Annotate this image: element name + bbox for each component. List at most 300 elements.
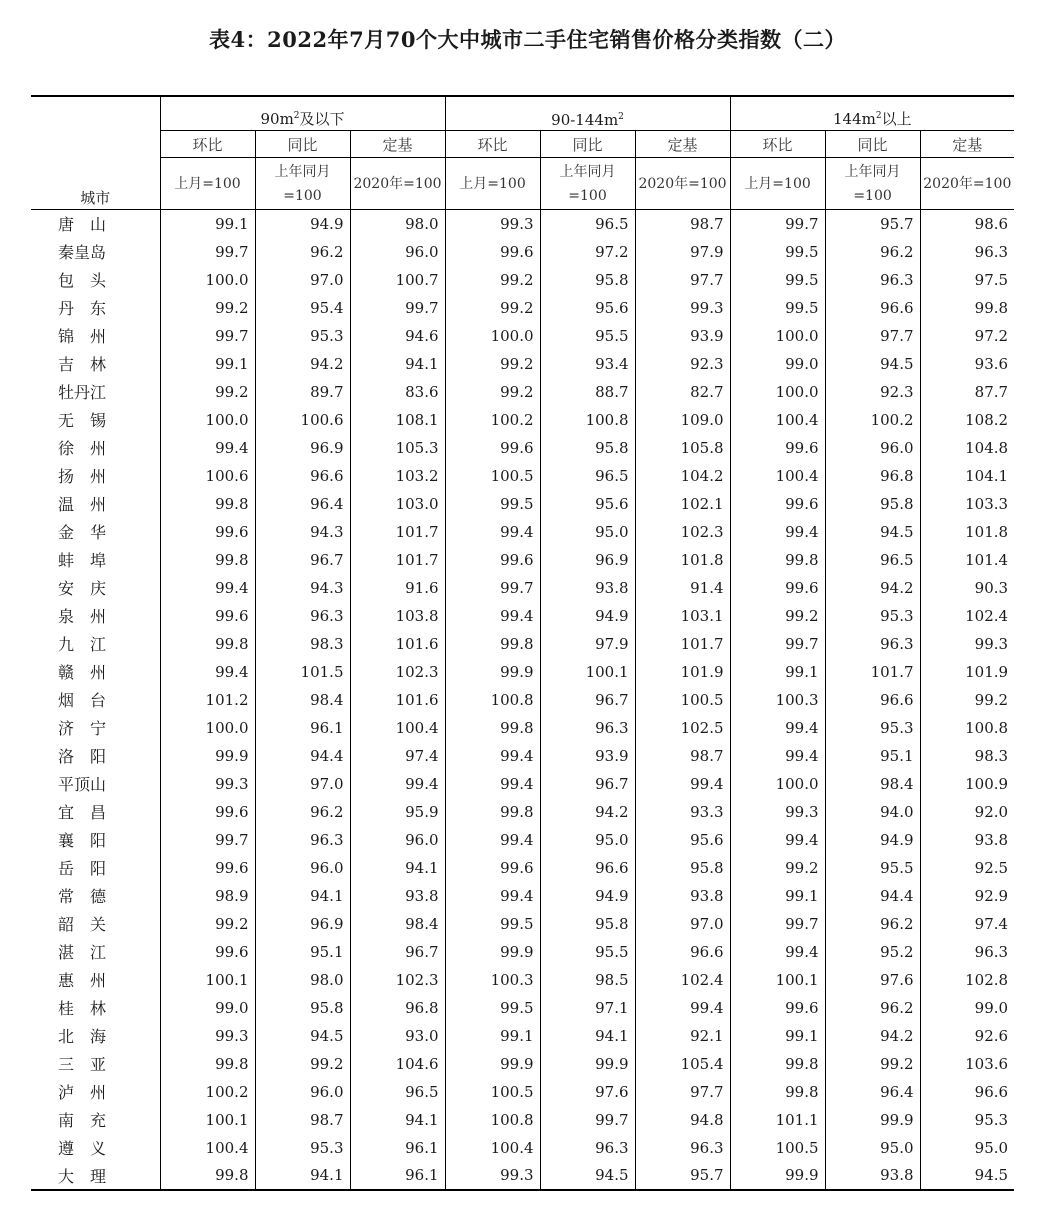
index-value: 102.4: [920, 602, 1014, 630]
index-value: 100.5: [445, 1078, 540, 1106]
index-value: 100.0: [730, 378, 825, 406]
index-value: 96.9: [540, 546, 635, 574]
index-value: 104.6: [350, 1050, 445, 1078]
index-value: 99.8: [445, 798, 540, 826]
index-value: 99.8: [920, 294, 1014, 322]
index-value: 96.6: [920, 1078, 1014, 1106]
index-value: 96.7: [255, 546, 350, 574]
index-value: 103.6: [920, 1050, 1014, 1078]
index-value: 95.0: [540, 826, 635, 854]
table-row: [31, 1162, 1014, 1190]
index-value: 95.8: [825, 490, 920, 518]
index-value: 93.9: [540, 742, 635, 770]
index-value: 100.8: [920, 714, 1014, 742]
index-value: 100.4: [350, 714, 445, 742]
index-value: 95.8: [255, 994, 350, 1022]
city-name: 洛 阳: [58, 747, 107, 766]
index-value: 94.9: [825, 826, 920, 854]
index-value: 100.9: [920, 770, 1014, 798]
group-header-144-above: $144m^2$以上: [730, 96, 1014, 131]
index-value: 102.4: [635, 966, 730, 994]
index-value: 103.1: [635, 602, 730, 630]
index-value: 100.3: [445, 966, 540, 994]
index-value: 95.3: [825, 714, 920, 742]
index-value: 96.6: [255, 462, 350, 490]
index-value: 94.1: [350, 1106, 445, 1134]
index-value: 99.4: [445, 770, 540, 798]
index-value: 99.5: [730, 266, 825, 294]
index-value: 99.8: [160, 546, 255, 574]
city-name: 惠 州: [58, 971, 107, 990]
table-row: [31, 238, 1014, 266]
index-value: 96.6: [825, 294, 920, 322]
index-value: 95.8: [635, 854, 730, 882]
index-value: 94.6: [350, 322, 445, 350]
index-value: 98.7: [635, 210, 730, 238]
table-row: [31, 630, 1014, 658]
index-value: 99.9: [825, 1106, 920, 1134]
index-value: 100.4: [730, 462, 825, 490]
index-value: 93.0: [350, 1022, 445, 1050]
index-value: 99.4: [730, 742, 825, 770]
index-value: 99.6: [445, 434, 540, 462]
index-value: 96.6: [540, 854, 635, 882]
base-label: 2020年=100: [635, 158, 730, 210]
index-value: 97.9: [635, 238, 730, 266]
table-row: [31, 1050, 1014, 1078]
table-row: [31, 266, 1014, 294]
index-value: 94.3: [255, 518, 350, 546]
index-value: 96.2: [825, 910, 920, 938]
index-value: 96.3: [255, 826, 350, 854]
index-value: 101.8: [635, 546, 730, 574]
index-value: 99.4: [635, 994, 730, 1022]
base-label: 2020年=100: [350, 158, 445, 210]
index-value: 99.3: [635, 294, 730, 322]
index-value: 100.1: [540, 658, 635, 686]
table-row: [31, 1106, 1014, 1134]
index-value: 99.6: [160, 602, 255, 630]
index-value: 94.5: [255, 1022, 350, 1050]
index-value: 93.8: [825, 1162, 920, 1190]
city-name: 丹 东: [58, 299, 107, 318]
index-value: 96.7: [540, 770, 635, 798]
index-value: 99.1: [730, 882, 825, 910]
city-name: 平顶山: [58, 775, 107, 794]
index-value: 99.8: [160, 1162, 255, 1190]
city-name: 泸 州: [58, 1083, 107, 1102]
index-value: 100.8: [445, 686, 540, 714]
city-name: 泉 州: [58, 607, 107, 626]
index-value: 99.7: [160, 322, 255, 350]
index-value: 99.2: [920, 686, 1014, 714]
index-value: 99.7: [540, 1106, 635, 1134]
table-row: [31, 518, 1014, 546]
index-value: 92.5: [920, 854, 1014, 882]
index-value: 99.8: [445, 714, 540, 742]
base-label: 2020年=100: [920, 158, 1014, 210]
index-value: 96.3: [635, 1134, 730, 1162]
index-value: 105.3: [350, 434, 445, 462]
index-value: 94.3: [255, 574, 350, 602]
index-value: 99.3: [160, 770, 255, 798]
index-value: 95.3: [255, 1134, 350, 1162]
index-value: 96.3: [920, 238, 1014, 266]
col-header-yoy: 同比: [255, 131, 350, 158]
index-value: 94.1: [350, 854, 445, 882]
index-value: 99.4: [160, 658, 255, 686]
index-value: 102.3: [635, 518, 730, 546]
index-value: 94.2: [825, 1022, 920, 1050]
city-name: 九 江: [58, 635, 107, 654]
base-label: 上月=100: [445, 158, 540, 210]
index-value: 94.9: [255, 210, 350, 238]
index-value: 95.3: [255, 322, 350, 350]
index-value: 100.2: [825, 406, 920, 434]
index-value: 94.2: [255, 350, 350, 378]
index-value: 96.4: [255, 490, 350, 518]
city-name: 济 宁: [58, 719, 107, 738]
index-value: 99.3: [160, 1022, 255, 1050]
index-value: 96.7: [540, 686, 635, 714]
index-value: 99.2: [160, 910, 255, 938]
table-row: [31, 574, 1014, 602]
index-value: 99.4: [445, 742, 540, 770]
index-value: 97.0: [255, 266, 350, 294]
index-value: 99.4: [350, 770, 445, 798]
index-value: 99.6: [160, 518, 255, 546]
index-value: 100.6: [160, 462, 255, 490]
city-name: 宜 昌: [58, 803, 107, 822]
table-row: [31, 714, 1014, 742]
table-row: [31, 434, 1014, 462]
index-value: 99.2: [445, 294, 540, 322]
index-value: 97.2: [920, 322, 1014, 350]
index-value: 96.6: [825, 686, 920, 714]
index-value: 93.8: [635, 882, 730, 910]
index-value: 103.3: [920, 490, 1014, 518]
index-value: 82.7: [635, 378, 730, 406]
index-value: 100.1: [160, 966, 255, 994]
index-value: 99.7: [730, 210, 825, 238]
index-value: 99.4: [445, 882, 540, 910]
index-value: 95.1: [255, 938, 350, 966]
col-header-fixed-base: 定基: [920, 131, 1014, 158]
index-value: 94.5: [825, 350, 920, 378]
index-value: 99.2: [825, 1050, 920, 1078]
index-value: 94.1: [255, 1162, 350, 1190]
index-value: 83.6: [350, 378, 445, 406]
index-value: 99.5: [445, 910, 540, 938]
index-value: 94.5: [825, 518, 920, 546]
index-value: 94.5: [540, 1162, 635, 1190]
index-value: 100.1: [730, 966, 825, 994]
city-name: 秦皇岛: [58, 243, 107, 262]
index-value: 99.8: [730, 1078, 825, 1106]
index-value: 96.4: [825, 1078, 920, 1106]
city-name: 三 亚: [58, 1055, 107, 1074]
index-value: 91.4: [635, 574, 730, 602]
index-value: 97.7: [825, 322, 920, 350]
index-value: 98.6: [920, 210, 1014, 238]
group-header-90-below: $90m^2$及以下: [160, 96, 445, 131]
index-value: 94.9: [540, 882, 635, 910]
index-value: 96.2: [825, 238, 920, 266]
index-value: 96.8: [825, 462, 920, 490]
index-value: 99.7: [160, 238, 255, 266]
city-name: 无 锡: [58, 411, 107, 430]
index-value: 96.6: [635, 938, 730, 966]
city-name: 唐 山: [58, 215, 107, 235]
index-value: 99.5: [445, 490, 540, 518]
index-value: 100.4: [160, 1134, 255, 1162]
index-value: 99.4: [635, 770, 730, 798]
index-value: 96.9: [255, 434, 350, 462]
col-header-fixed-base: 定基: [350, 131, 445, 158]
table-row: [31, 378, 1014, 406]
index-value: 98.4: [255, 686, 350, 714]
index-value: 99.0: [920, 994, 1014, 1022]
index-value: 98.0: [255, 966, 350, 994]
index-value: 96.5: [350, 1078, 445, 1106]
index-value: 99.3: [445, 1162, 540, 1190]
index-value: 99.8: [730, 546, 825, 574]
table-row: [31, 1134, 1014, 1162]
index-value: 94.1: [540, 1022, 635, 1050]
index-value: 98.5: [540, 966, 635, 994]
index-value: 101.9: [635, 658, 730, 686]
index-value: 99.1: [445, 1022, 540, 1050]
index-value: 89.7: [255, 378, 350, 406]
index-value: 96.5: [540, 210, 635, 238]
index-value: 96.0: [350, 826, 445, 854]
index-value: 100.0: [730, 770, 825, 798]
index-value: 90.3: [920, 574, 1014, 602]
city-name: 遵 义: [58, 1139, 107, 1158]
city-name: 包 头: [58, 271, 107, 290]
index-value: 101.9: [920, 658, 1014, 686]
index-value: 93.8: [540, 574, 635, 602]
index-value: 109.0: [635, 406, 730, 434]
index-value: 96.2: [255, 798, 350, 826]
index-value: 102.3: [350, 658, 445, 686]
col-header-yoy: 同比: [825, 131, 920, 158]
index-value: 93.8: [920, 826, 1014, 854]
index-value: 100.5: [635, 686, 730, 714]
index-value: 99.7: [730, 910, 825, 938]
index-value: 95.8: [540, 910, 635, 938]
base-label: 上年同月=100: [255, 158, 350, 210]
index-value: 104.1: [920, 462, 1014, 490]
col-header-fixed-base: 定基: [635, 131, 730, 158]
index-value: 99.2: [445, 350, 540, 378]
index-value: 97.9: [540, 630, 635, 658]
index-value: 100.6: [255, 406, 350, 434]
index-value: 94.0: [825, 798, 920, 826]
index-value: 96.3: [540, 714, 635, 742]
index-value: 93.6: [920, 350, 1014, 378]
index-value: 99.4: [730, 938, 825, 966]
index-value: 101.1: [730, 1106, 825, 1134]
city-name: 湛 江: [58, 943, 107, 962]
table-row: [31, 210, 1014, 238]
index-value: 98.0: [350, 210, 445, 238]
index-value: 100.8: [445, 1106, 540, 1134]
table-row: [31, 406, 1014, 434]
table-row: [31, 350, 1014, 378]
index-value: 99.8: [445, 630, 540, 658]
index-value: 97.4: [920, 910, 1014, 938]
table-row: [31, 1078, 1014, 1106]
index-value: 99.4: [730, 714, 825, 742]
table-row: [31, 602, 1014, 630]
index-value: 99.9: [445, 658, 540, 686]
index-value: 108.2: [920, 406, 1014, 434]
index-value: 94.5: [920, 1162, 1014, 1190]
index-value: 99.6: [445, 854, 540, 882]
index-value: 93.3: [635, 798, 730, 826]
index-value: 96.0: [825, 434, 920, 462]
index-value: 96.7: [350, 938, 445, 966]
index-value: 95.2: [825, 938, 920, 966]
index-value: 99.2: [160, 294, 255, 322]
index-value: 96.9: [255, 910, 350, 938]
index-value: 102.8: [920, 966, 1014, 994]
index-value: 99.6: [445, 238, 540, 266]
index-value: 96.2: [255, 238, 350, 266]
city-name: 北 海: [58, 1027, 107, 1046]
index-value: 99.6: [730, 490, 825, 518]
city-name: 韶 关: [58, 915, 107, 934]
index-value: 99.7: [160, 826, 255, 854]
table-row: [31, 910, 1014, 938]
index-value: 94.1: [350, 350, 445, 378]
city-name: 徐 州: [58, 439, 107, 458]
table-row: [31, 826, 1014, 854]
city-name: 南 充: [58, 1111, 107, 1130]
index-value: 99.6: [160, 938, 255, 966]
index-value: 102.5: [635, 714, 730, 742]
index-value: 99.6: [160, 854, 255, 882]
index-value: 95.8: [540, 434, 635, 462]
index-value: 99.2: [445, 378, 540, 406]
index-value: 97.5: [920, 266, 1014, 294]
table-row: [31, 294, 1014, 322]
index-value: 99.8: [730, 1050, 825, 1078]
index-value: 104.8: [920, 434, 1014, 462]
index-value: 97.7: [635, 1078, 730, 1106]
index-value: 92.1: [635, 1022, 730, 1050]
index-value: 102.1: [635, 490, 730, 518]
index-value: 94.8: [635, 1106, 730, 1134]
table-title: 表4：2022年7月70个大中城市二手住宅销售价格分类指数（二）: [209, 27, 846, 52]
table-row: [31, 994, 1014, 1022]
table-row: [31, 938, 1014, 966]
index-value: 100.0: [160, 406, 255, 434]
city-name: 桂 林: [58, 999, 107, 1018]
table-row: [31, 1022, 1014, 1050]
index-value: 92.6: [920, 1022, 1014, 1050]
index-value: 99.5: [730, 238, 825, 266]
city-name: 常 德: [58, 887, 107, 906]
base-label: 上月=100: [730, 158, 825, 210]
index-value: 100.5: [730, 1134, 825, 1162]
index-value: 97.0: [635, 910, 730, 938]
index-value: 96.0: [255, 1078, 350, 1106]
index-value: 99.8: [160, 490, 255, 518]
index-value: 99.7: [445, 574, 540, 602]
table-row: [31, 854, 1014, 882]
col-header-mom: 环比: [730, 131, 825, 158]
index-value: 103.0: [350, 490, 445, 518]
index-value: 96.0: [255, 854, 350, 882]
index-value: 103.8: [350, 602, 445, 630]
index-value: 96.3: [255, 602, 350, 630]
index-value: 99.9: [160, 742, 255, 770]
index-value: 99.1: [730, 1022, 825, 1050]
index-value: 96.8: [350, 994, 445, 1022]
index-value: 100.8: [540, 406, 635, 434]
city-name: 金 华: [58, 523, 107, 542]
index-value: 99.5: [445, 994, 540, 1022]
index-value: 94.9: [540, 602, 635, 630]
index-value: 99.0: [160, 994, 255, 1022]
index-value: 99.6: [160, 798, 255, 826]
city-name: 赣 州: [58, 663, 107, 682]
index-value: 95.5: [540, 322, 635, 350]
index-value: 98.4: [825, 770, 920, 798]
index-value: 101.5: [255, 658, 350, 686]
index-value: 99.2: [160, 378, 255, 406]
table-row: [31, 490, 1014, 518]
index-value: 96.3: [825, 266, 920, 294]
index-value: 99.4: [730, 826, 825, 854]
price-index-table: [31, 95, 1014, 1191]
table-body: [31, 210, 1014, 1190]
city-name: 温 州: [58, 495, 107, 514]
index-value: 94.2: [540, 798, 635, 826]
index-value: 97.1: [540, 994, 635, 1022]
base-label: 上年同月=100: [540, 158, 635, 210]
index-value: 99.9: [730, 1162, 825, 1190]
index-value: 96.1: [255, 714, 350, 742]
index-value: 99.9: [445, 938, 540, 966]
index-value: 101.6: [350, 630, 445, 658]
index-value: 100.7: [350, 266, 445, 294]
index-value: 100.3: [730, 686, 825, 714]
city-name: 蚌 埠: [58, 551, 107, 570]
index-value: 99.6: [730, 574, 825, 602]
city-name: 吉 林: [58, 355, 107, 374]
base-label: 上年同月=100: [825, 158, 920, 210]
index-value: 99.6: [730, 994, 825, 1022]
index-value: 96.0: [350, 238, 445, 266]
index-value: 96.5: [825, 546, 920, 574]
index-value: 96.3: [920, 938, 1014, 966]
table-row: [31, 686, 1014, 714]
index-value: 93.8: [350, 882, 445, 910]
index-value: 100.2: [160, 1078, 255, 1106]
index-value: 99.6: [730, 434, 825, 462]
index-value: 99.3: [445, 210, 540, 238]
base-label: 上月=100: [160, 158, 255, 210]
index-value: 101.8: [920, 518, 1014, 546]
index-value: 95.6: [540, 490, 635, 518]
index-value: 99.6: [445, 546, 540, 574]
index-value: 87.7: [920, 378, 1014, 406]
index-value: 101.6: [350, 686, 445, 714]
group-header-90-144: $90-144m^2$: [445, 96, 730, 131]
